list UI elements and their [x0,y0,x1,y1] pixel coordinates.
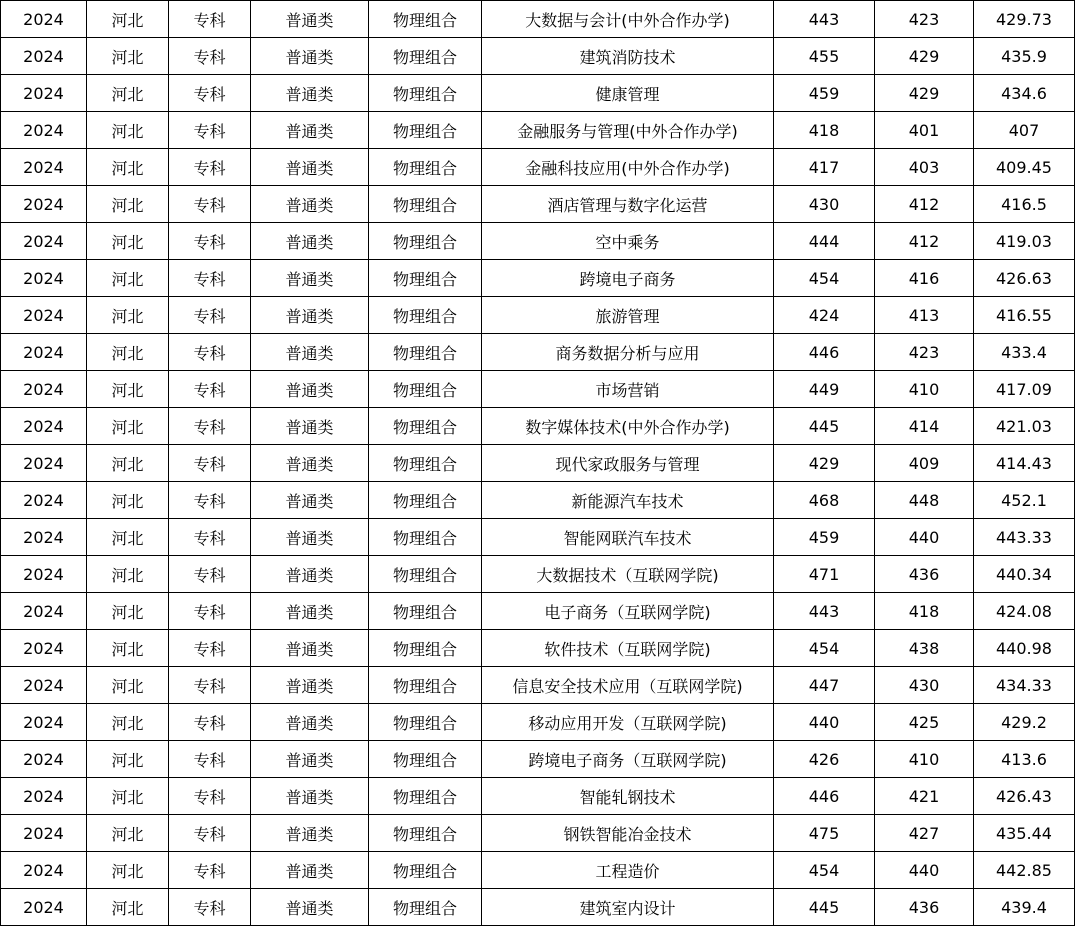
major-cell: 跨境电子商务 [482,260,774,297]
province-cell: 河北 [87,371,169,408]
level-cell: 专科 [169,482,251,519]
level-cell: 专科 [169,593,251,630]
major-cell: 新能源汽车技术 [482,482,774,519]
province-cell: 河北 [87,815,169,852]
category-cell: 普通类 [251,408,369,445]
subject-group-cell: 物理组合 [369,593,482,630]
max-score-cell: 417 [774,149,875,186]
max-score-cell: 454 [774,260,875,297]
province-cell: 河北 [87,519,169,556]
min-score-cell: 410 [875,741,974,778]
table-row [1,482,1075,519]
table-row [1,593,1075,630]
level-cell: 专科 [169,556,251,593]
year-cell: 2024 [1,223,87,260]
table-row [1,778,1075,815]
min-score-cell: 429 [875,75,974,112]
min-score-cell: 438 [875,630,974,667]
category-cell: 普通类 [251,38,369,75]
major-cell: 跨境电子商务（互联网学院) [482,741,774,778]
category-cell: 普通类 [251,667,369,704]
level-cell: 专科 [169,852,251,889]
avg-score-cell: 407 [974,112,1075,149]
max-score-cell: 430 [774,186,875,223]
min-score-cell: 423 [875,1,974,38]
province-cell: 河北 [87,593,169,630]
year-cell: 2024 [1,260,87,297]
subject-group-cell: 物理组合 [369,186,482,223]
table-row [1,371,1075,408]
level-cell: 专科 [169,149,251,186]
min-score-cell: 410 [875,371,974,408]
major-cell: 钢铁智能冶金技术 [482,815,774,852]
avg-score-cell: 435.44 [974,815,1075,852]
max-score-cell: 424 [774,297,875,334]
subject-group-cell: 物理组合 [369,149,482,186]
category-cell: 普通类 [251,593,369,630]
province-cell: 河北 [87,260,169,297]
category-cell: 普通类 [251,852,369,889]
min-score-cell: 440 [875,852,974,889]
max-score-cell: 455 [774,38,875,75]
major-cell: 金融服务与管理(中外合作办学) [482,112,774,149]
avg-score-cell: 429.2 [974,704,1075,741]
level-cell: 专科 [169,815,251,852]
min-score-cell: 421 [875,778,974,815]
table-row [1,334,1075,371]
major-cell: 酒店管理与数字化运营 [482,186,774,223]
max-score-cell: 459 [774,519,875,556]
table-row [1,667,1075,704]
min-score-cell: 418 [875,593,974,630]
subject-group-cell: 物理组合 [369,38,482,75]
level-cell: 专科 [169,667,251,704]
province-cell: 河北 [87,297,169,334]
major-cell: 智能网联汽车技术 [482,519,774,556]
level-cell: 专科 [169,445,251,482]
major-cell: 移动应用开发（互联网学院) [482,704,774,741]
year-cell: 2024 [1,704,87,741]
avg-score-cell: 439.4 [974,889,1075,926]
avg-score-cell: 414.43 [974,445,1075,482]
year-cell: 2024 [1,371,87,408]
year-cell: 2024 [1,667,87,704]
level-cell: 专科 [169,112,251,149]
province-cell: 河北 [87,186,169,223]
year-cell: 2024 [1,408,87,445]
table-row [1,149,1075,186]
level-cell: 专科 [169,297,251,334]
level-cell: 专科 [169,371,251,408]
table-body [1,1,1075,926]
max-score-cell: 440 [774,704,875,741]
level-cell: 专科 [169,186,251,223]
major-cell: 建筑室内设计 [482,889,774,926]
level-cell: 专科 [169,334,251,371]
min-score-cell: 413 [875,297,974,334]
subject-group-cell: 物理组合 [369,519,482,556]
subject-group-cell: 物理组合 [369,260,482,297]
province-cell: 河北 [87,1,169,38]
max-score-cell: 443 [774,1,875,38]
table-row [1,445,1075,482]
subject-group-cell: 物理组合 [369,815,482,852]
min-score-cell: 401 [875,112,974,149]
year-cell: 2024 [1,630,87,667]
table-row [1,297,1075,334]
table-row [1,704,1075,741]
year-cell: 2024 [1,482,87,519]
avg-score-cell: 416.5 [974,186,1075,223]
province-cell: 河北 [87,38,169,75]
major-cell: 现代家政服务与管理 [482,445,774,482]
min-score-cell: 412 [875,223,974,260]
year-cell: 2024 [1,186,87,223]
year-cell: 2024 [1,112,87,149]
category-cell: 普通类 [251,371,369,408]
subject-group-cell: 物理组合 [369,667,482,704]
max-score-cell: 446 [774,778,875,815]
category-cell: 普通类 [251,704,369,741]
year-cell: 2024 [1,38,87,75]
avg-score-cell: 416.55 [974,297,1075,334]
table-row [1,112,1075,149]
province-cell: 河北 [87,112,169,149]
level-cell: 专科 [169,38,251,75]
avg-score-cell: 433.4 [974,334,1075,371]
level-cell: 专科 [169,1,251,38]
avg-score-cell: 442.85 [974,852,1075,889]
year-cell: 2024 [1,519,87,556]
level-cell: 专科 [169,630,251,667]
category-cell: 普通类 [251,297,369,334]
avg-score-cell: 421.03 [974,408,1075,445]
category-cell: 普通类 [251,630,369,667]
table-row [1,75,1075,112]
min-score-cell: 425 [875,704,974,741]
major-cell: 数字媒体技术(中外合作办学) [482,408,774,445]
avg-score-cell: 435.9 [974,38,1075,75]
year-cell: 2024 [1,297,87,334]
min-score-cell: 440 [875,519,974,556]
province-cell: 河北 [87,408,169,445]
year-cell: 2024 [1,556,87,593]
max-score-cell: 447 [774,667,875,704]
category-cell: 普通类 [251,741,369,778]
year-cell: 2024 [1,1,87,38]
avg-score-cell: 417.09 [974,371,1075,408]
major-cell: 建筑消防技术 [482,38,774,75]
category-cell: 普通类 [251,260,369,297]
category-cell: 普通类 [251,815,369,852]
province-cell: 河北 [87,667,169,704]
category-cell: 普通类 [251,149,369,186]
category-cell: 普通类 [251,186,369,223]
level-cell: 专科 [169,223,251,260]
table-row [1,519,1075,556]
max-score-cell: 445 [774,889,875,926]
category-cell: 普通类 [251,223,369,260]
subject-group-cell: 物理组合 [369,371,482,408]
province-cell: 河北 [87,223,169,260]
province-cell: 河北 [87,149,169,186]
level-cell: 专科 [169,519,251,556]
max-score-cell: 454 [774,630,875,667]
avg-score-cell: 452.1 [974,482,1075,519]
avg-score-cell: 443.33 [974,519,1075,556]
table-row [1,38,1075,75]
subject-group-cell: 物理组合 [369,852,482,889]
subject-group-cell: 物理组合 [369,889,482,926]
year-cell: 2024 [1,852,87,889]
max-score-cell: 471 [774,556,875,593]
major-cell: 健康管理 [482,75,774,112]
avg-score-cell: 434.6 [974,75,1075,112]
province-cell: 河北 [87,445,169,482]
avg-score-cell: 413.6 [974,741,1075,778]
avg-score-cell: 440.98 [974,630,1075,667]
province-cell: 河北 [87,75,169,112]
max-score-cell: 429 [774,445,875,482]
level-cell: 专科 [169,704,251,741]
avg-score-cell: 419.03 [974,223,1075,260]
major-cell: 智能轧钢技术 [482,778,774,815]
min-score-cell: 427 [875,815,974,852]
category-cell: 普通类 [251,778,369,815]
table-row [1,408,1075,445]
table-row [1,260,1075,297]
province-cell: 河北 [87,741,169,778]
max-score-cell: 449 [774,371,875,408]
level-cell: 专科 [169,260,251,297]
table-row [1,1,1075,38]
max-score-cell: 459 [774,75,875,112]
table-row [1,815,1075,852]
subject-group-cell: 物理组合 [369,704,482,741]
max-score-cell: 468 [774,482,875,519]
province-cell: 河北 [87,630,169,667]
province-cell: 河北 [87,482,169,519]
major-cell: 工程造价 [482,852,774,889]
min-score-cell: 436 [875,889,974,926]
min-score-cell: 423 [875,334,974,371]
level-cell: 专科 [169,75,251,112]
year-cell: 2024 [1,778,87,815]
min-score-cell: 448 [875,482,974,519]
category-cell: 普通类 [251,445,369,482]
table-row [1,741,1075,778]
major-cell: 商务数据分析与应用 [482,334,774,371]
avg-score-cell: 426.63 [974,260,1075,297]
max-score-cell: 444 [774,223,875,260]
major-cell: 市场营销 [482,371,774,408]
category-cell: 普通类 [251,556,369,593]
province-cell: 河北 [87,704,169,741]
min-score-cell: 412 [875,186,974,223]
subject-group-cell: 物理组合 [369,556,482,593]
subject-group-cell: 物理组合 [369,482,482,519]
min-score-cell: 409 [875,445,974,482]
subject-group-cell: 物理组合 [369,75,482,112]
major-cell: 金融科技应用(中外合作办学) [482,149,774,186]
max-score-cell: 445 [774,408,875,445]
avg-score-cell: 409.45 [974,149,1075,186]
table-row [1,223,1075,260]
avg-score-cell: 434.33 [974,667,1075,704]
max-score-cell: 446 [774,334,875,371]
subject-group-cell: 物理组合 [369,297,482,334]
table-row [1,852,1075,889]
max-score-cell: 418 [774,112,875,149]
year-cell: 2024 [1,593,87,630]
province-cell: 河北 [87,852,169,889]
avg-score-cell: 429.73 [974,1,1075,38]
table-row [1,556,1075,593]
subject-group-cell: 物理组合 [369,630,482,667]
province-cell: 河北 [87,778,169,815]
max-score-cell: 475 [774,815,875,852]
level-cell: 专科 [169,778,251,815]
table-row [1,889,1075,926]
level-cell: 专科 [169,408,251,445]
level-cell: 专科 [169,889,251,926]
level-cell: 专科 [169,741,251,778]
year-cell: 2024 [1,445,87,482]
subject-group-cell: 物理组合 [369,408,482,445]
category-cell: 普通类 [251,1,369,38]
major-cell: 电子商务（互联网学院) [482,593,774,630]
category-cell: 普通类 [251,482,369,519]
max-score-cell: 454 [774,852,875,889]
min-score-cell: 430 [875,667,974,704]
avg-score-cell: 440.34 [974,556,1075,593]
min-score-cell: 403 [875,149,974,186]
category-cell: 普通类 [251,112,369,149]
subject-group-cell: 物理组合 [369,223,482,260]
major-cell: 旅游管理 [482,297,774,334]
min-score-cell: 429 [875,38,974,75]
subject-group-cell: 物理组合 [369,741,482,778]
subject-group-cell: 物理组合 [369,778,482,815]
province-cell: 河北 [87,334,169,371]
subject-group-cell: 物理组合 [369,334,482,371]
min-score-cell: 416 [875,260,974,297]
province-cell: 河北 [87,556,169,593]
avg-score-cell: 424.08 [974,593,1075,630]
category-cell: 普通类 [251,334,369,371]
major-cell: 大数据与会计(中外合作办学) [482,1,774,38]
category-cell: 普通类 [251,889,369,926]
category-cell: 普通类 [251,519,369,556]
major-cell: 信息安全技术应用（互联网学院) [482,667,774,704]
year-cell: 2024 [1,889,87,926]
year-cell: 2024 [1,75,87,112]
avg-score-cell: 426.43 [974,778,1075,815]
min-score-cell: 436 [875,556,974,593]
year-cell: 2024 [1,741,87,778]
subject-group-cell: 物理组合 [369,445,482,482]
max-score-cell: 426 [774,741,875,778]
major-cell: 大数据技术（互联网学院) [482,556,774,593]
subject-group-cell: 物理组合 [369,1,482,38]
min-score-cell: 414 [875,408,974,445]
province-cell: 河北 [87,889,169,926]
year-cell: 2024 [1,334,87,371]
major-cell: 空中乘务 [482,223,774,260]
subject-group-cell: 物理组合 [369,112,482,149]
category-cell: 普通类 [251,75,369,112]
max-score-cell: 443 [774,593,875,630]
table-row [1,630,1075,667]
major-cell: 软件技术（互联网学院) [482,630,774,667]
table-row [1,186,1075,223]
year-cell: 2024 [1,149,87,186]
year-cell: 2024 [1,815,87,852]
